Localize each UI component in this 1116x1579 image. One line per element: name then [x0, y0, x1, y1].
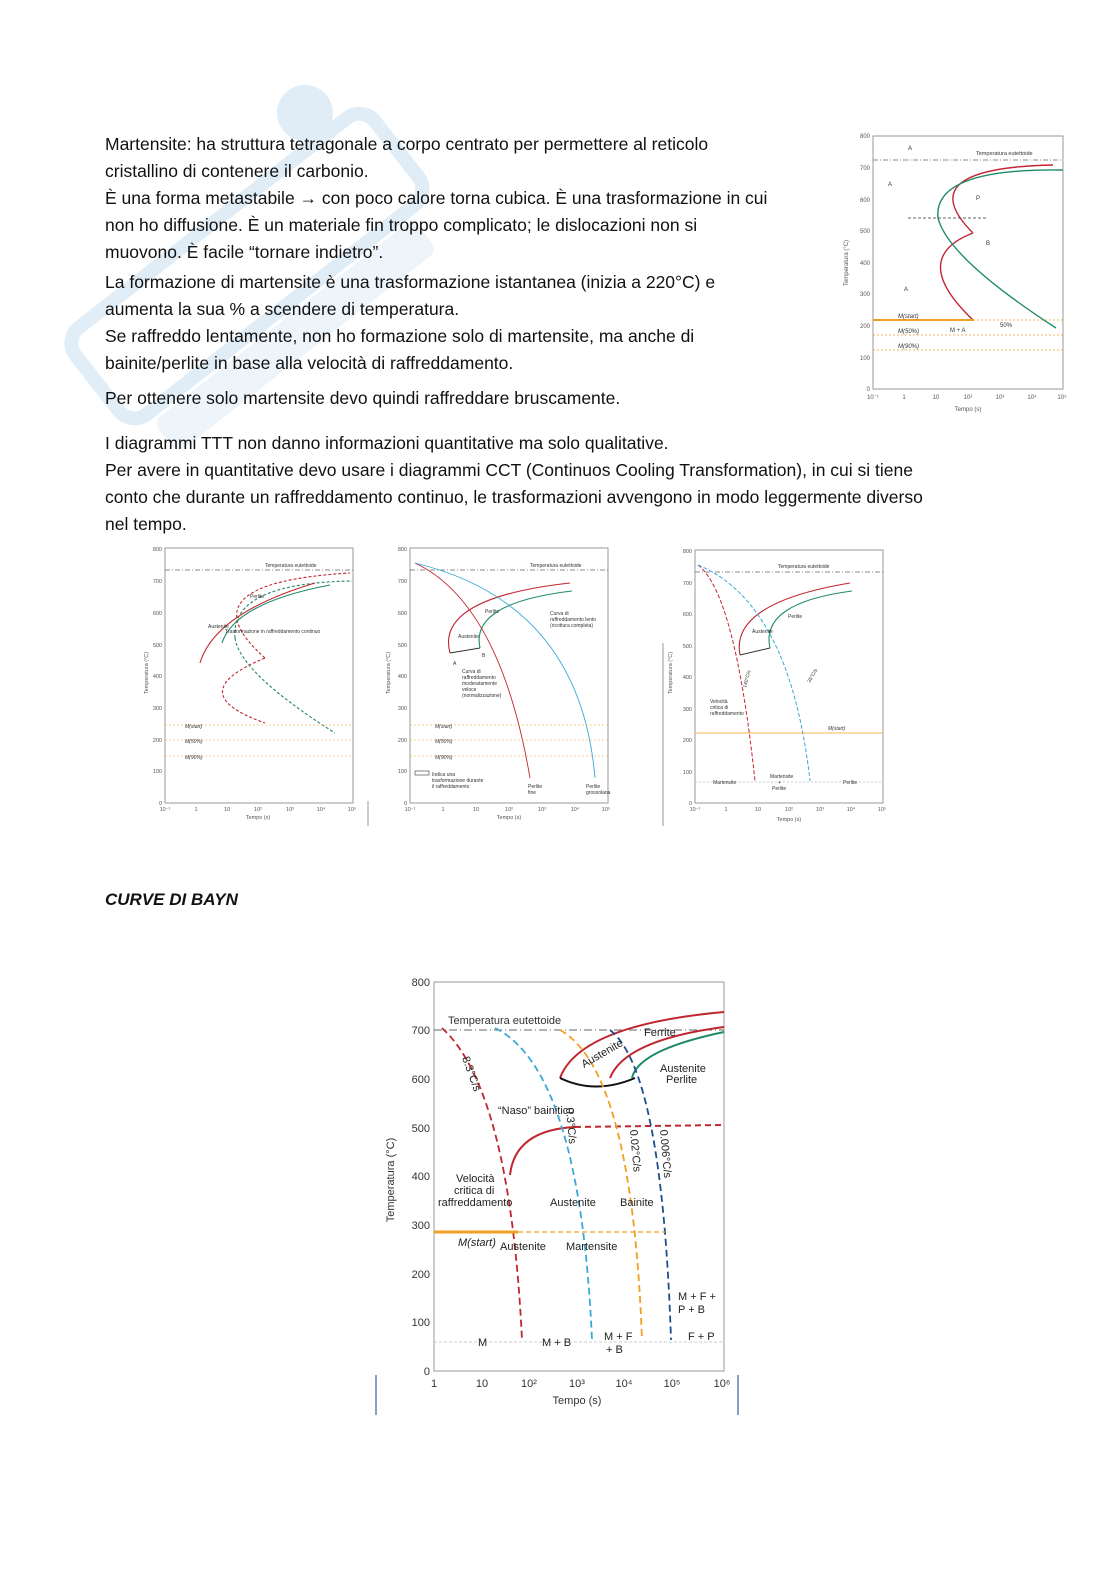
text-line: conto che durante un raffreddamento continuo, le trasformazioni avvengono in modo leggermente diverso — [105, 487, 923, 507]
x-tick: 10² — [505, 807, 513, 813]
x-tick: 10⁴ — [846, 807, 856, 813]
y-tick: 0 — [403, 801, 407, 807]
austenite-label: Austenite — [500, 1241, 546, 1253]
bottom-label: Perlite — [772, 786, 787, 792]
y-tick: 300 — [397, 706, 407, 712]
austenite-label: Austenite — [208, 624, 229, 630]
y-tick: 500 — [397, 643, 407, 649]
y-tick: 800 — [859, 134, 870, 140]
x-tick: 10⁵ — [347, 807, 357, 813]
bainite-label: Bainite — [620, 1197, 654, 1209]
m-start-label: M(start) — [185, 724, 203, 730]
x-ticks — [431, 1378, 730, 1390]
critical-line: raffreddamento — [710, 711, 744, 717]
y-tick: 200 — [411, 1269, 430, 1281]
text-line: Per ottenere solo martensite devo quindi raffreddare bruscamente. — [105, 388, 621, 408]
text-line: Martensite: ha struttura tetragonale a corpo centrato per permettere al reticolo — [105, 134, 709, 154]
austenite-label: Austenite — [660, 1063, 706, 1075]
note-line: raffreddamento — [462, 675, 496, 681]
text-line: cristallino di contenere il carbonio. — [105, 161, 369, 181]
bottom-label: + — [778, 780, 781, 786]
note-line: raffreddamento lento — [550, 617, 597, 623]
rate-label: 0.006°C/s — [657, 1129, 674, 1179]
critical-line: critica di — [710, 705, 729, 711]
transform-label: Trasformazione in raffreddamento continuo — [225, 629, 321, 635]
x-tick: 1 — [441, 807, 445, 813]
formation-paragraph — [105, 269, 715, 377]
x-tick: 10⁴ — [316, 807, 326, 813]
x-tick: 10⁻¹ — [689, 807, 701, 813]
y-tick: 800 — [682, 549, 692, 555]
text-line: non ho diffusione. È un materiale fin troppo complicato; le dislocazioni non si — [105, 215, 698, 235]
y-axis-label: Temperatura (°C) — [386, 651, 392, 695]
y-tick: 400 — [397, 674, 407, 680]
region-label: A — [888, 182, 893, 188]
text-line: muovono. È facile “tornare indietro”. — [105, 242, 384, 262]
y-tick: 100 — [682, 770, 692, 776]
y-tick: 800 — [152, 547, 162, 553]
x-tick: 10⁶ — [713, 1378, 731, 1390]
bainite-nose-label: “Naso” bainitico — [498, 1105, 575, 1117]
x-tick: 10³ — [286, 807, 294, 813]
plot-frame — [695, 550, 883, 803]
perlite-label: Perlite — [250, 594, 265, 600]
y-tick: 100 — [859, 356, 870, 362]
y-tick: 200 — [152, 738, 162, 744]
y-tick: 200 — [397, 738, 407, 744]
m-start-label: M(start) — [435, 724, 453, 730]
bottom-label: M — [478, 1337, 488, 1349]
eutectoid-label: Temperatura eutettoide — [448, 1015, 562, 1027]
y-ticks — [860, 134, 871, 393]
x-tick: 10⁵ — [877, 807, 887, 813]
bottom-label: P + B — [678, 1304, 706, 1316]
x-tick: 10³ — [538, 807, 546, 813]
x-axis-label: Tempo (s) — [245, 815, 271, 821]
x-tick: 10² — [521, 1378, 537, 1390]
point-a: A — [453, 661, 457, 667]
region-label: A — [904, 287, 909, 293]
x-axis-label: Tempo (s) — [954, 407, 982, 413]
x-tick: 10⁴ — [615, 1378, 633, 1390]
y-tick: 400 — [859, 261, 870, 267]
x-tick: 10⁵ — [601, 807, 611, 813]
x-ticks — [160, 806, 357, 813]
y-ticks — [398, 547, 407, 807]
critical-line: critica di — [454, 1185, 495, 1197]
bottom-label: Perlite — [586, 784, 601, 790]
y-axis-label: Temperatura (°C) — [668, 651, 674, 695]
x-axis-label: Tempo (s) — [552, 1395, 602, 1407]
x-tick: 10 — [932, 395, 940, 401]
x-tick: 10² — [254, 807, 262, 813]
y-axis-label: Temperatura (°C) — [144, 651, 150, 695]
x-tick: 10⁻¹ — [867, 395, 879, 401]
x-tick: 10² — [785, 807, 793, 813]
legend-line: il raffreddamento — [432, 784, 470, 790]
bottom-label: M + F + — [678, 1291, 716, 1303]
m50-label: M(50%) — [185, 739, 203, 745]
eutectoid-label: Temperatura eutettoide — [530, 563, 582, 569]
legend-line: trasformazione durante — [432, 778, 484, 784]
y-tick: 500 — [411, 1123, 430, 1135]
y-ticks — [153, 547, 162, 807]
y-tick: 0 — [688, 801, 692, 807]
x-tick: 10⁻¹ — [159, 807, 171, 813]
y-tick: 100 — [397, 769, 407, 775]
m50-label: M(50%) — [898, 329, 920, 335]
x-tick: 1 — [902, 395, 906, 401]
y-axis-label: Temperatura (°C) — [385, 1137, 397, 1223]
bottom-label: + B — [606, 1344, 623, 1356]
m90-label: M(90%) — [898, 344, 920, 350]
x-tick: 10⁻¹ — [404, 807, 416, 813]
x-tick: 10 — [223, 807, 231, 813]
x-tick: 10⁴ — [1027, 395, 1037, 401]
text-line: I diagrammi TTT non danno informazioni quantitative ma solo qualitative. — [105, 433, 669, 453]
ferrite-label: Ferrite — [644, 1027, 676, 1039]
y-tick: 700 — [859, 166, 870, 172]
bottom-label: M + F — [604, 1331, 633, 1343]
note-line: veloce — [462, 687, 477, 693]
rate-label: 0.02°C/s — [627, 1129, 643, 1173]
x-tick: 10⁴ — [570, 807, 580, 813]
bottom-label: M + B — [542, 1337, 572, 1349]
plot-frame — [410, 548, 608, 803]
region-label: A — [908, 146, 913, 152]
text-line: nel tempo. — [105, 514, 187, 534]
y-tick: 200 — [859, 324, 870, 330]
bottom-label: fine — [528, 790, 537, 796]
x-tick: 1 — [724, 807, 728, 813]
x-ticks — [867, 394, 1067, 401]
x-tick: 1 — [430, 1378, 438, 1390]
cct-bayn-diagram — [370, 970, 750, 1420]
region-label: 50% — [1000, 323, 1013, 329]
y-tick: 700 — [152, 579, 162, 585]
note-line: moderatamente — [462, 681, 498, 687]
m90-label: M(90%) — [435, 755, 453, 761]
x-ticks — [690, 806, 887, 813]
x-tick: 10⁵ — [663, 1378, 681, 1390]
y-tick: 600 — [859, 198, 870, 204]
y-tick: 0 — [423, 1366, 430, 1378]
y-tick: 100 — [152, 769, 162, 775]
note-line: (ricottura completa) — [550, 623, 594, 629]
m90-label: M(90%) — [185, 755, 203, 761]
y-tick: 300 — [411, 1220, 430, 1232]
ttt-diagram — [838, 128, 1078, 418]
x-tick: 10³ — [569, 1378, 585, 1390]
y-tick: 800 — [411, 977, 430, 989]
cct-diagram-continuous — [140, 543, 370, 828]
x-tick: 10⁵ — [1057, 395, 1067, 401]
rate-label: 8.3°C/s — [459, 1054, 483, 1094]
y-tick: 500 — [682, 644, 692, 650]
y-tick: 600 — [152, 611, 162, 617]
bottom-label: Martensite — [770, 774, 794, 780]
text-line: bainite/perlite in base alla velocità di raffreddamento. — [105, 353, 514, 373]
cct-critical-rate-diagram — [660, 543, 900, 828]
y-tick: 100 — [411, 1317, 430, 1329]
perlite-label: Perlite — [485, 609, 500, 615]
cct-paragraph — [105, 430, 923, 538]
y-tick: 600 — [682, 612, 692, 618]
region-label: P — [976, 196, 981, 202]
eutectoid-label: Temperatura eutettoide — [778, 564, 830, 570]
perlite-label: Perlite — [666, 1074, 698, 1086]
plot-frame — [873, 136, 1063, 389]
moderate-curve-note: Curva di — [462, 669, 481, 675]
legend-text: Indica una — [432, 772, 456, 778]
x-tick: 10 — [754, 807, 762, 813]
x-ticks — [405, 806, 611, 813]
critical-label: Velocità — [456, 1173, 495, 1185]
text-line: È una forma metastabile → con poco calore torna cubica. È una trasformazione in cui — [105, 188, 768, 208]
austenite-label: Austenite — [550, 1197, 596, 1209]
x-axis-label: Tempo (s) — [496, 815, 522, 821]
slow-curve-note: Curva di — [550, 611, 569, 617]
y-axis-label: Temperatura (°C) — [844, 239, 850, 287]
m-start-label: M(start) — [458, 1237, 496, 1249]
text-line: Se raffreddo lentamente, non ho formazione solo di martensite, ma anche di — [105, 326, 695, 346]
text-line: aumenta la sua % a scendere di temperatura. — [105, 299, 460, 319]
cct-diagram-cooling-curves — [380, 543, 620, 828]
point-b: B — [482, 653, 486, 659]
y-tick: 0 — [158, 801, 162, 807]
austenite-label: Austenite — [458, 634, 479, 640]
rate-label: 140°C/s — [742, 669, 753, 689]
region-label: M + A — [950, 328, 966, 334]
y-tick: 400 — [411, 1171, 430, 1183]
y-tick: 300 — [682, 707, 692, 713]
conclusion-paragraph — [105, 385, 620, 412]
y-tick: 500 — [859, 229, 870, 235]
bottom-label: Perlite — [843, 780, 858, 786]
x-tick: 10 — [472, 807, 480, 813]
m-start-label: M(start) — [898, 314, 919, 320]
intro-paragraph — [105, 131, 767, 266]
eutectoid-label: Temperatura eutettoide — [976, 151, 1033, 157]
y-tick: 400 — [152, 674, 162, 680]
x-axis-label: Tempo (s) — [776, 817, 802, 823]
y-tick: 300 — [152, 706, 162, 712]
m50-label: M(50%) — [435, 739, 453, 745]
y-tick: 400 — [682, 675, 692, 681]
y-tick: 800 — [397, 547, 407, 553]
austenite-label: Austenite — [752, 629, 773, 635]
martensite-label: Martensite — [566, 1241, 618, 1253]
eutectoid-label: Temperatura eutettoide — [265, 563, 317, 569]
y-tick: 300 — [859, 292, 870, 298]
y-tick: 200 — [682, 738, 692, 744]
bottom-label: F + P — [688, 1331, 715, 1343]
critical-label: Velocità — [710, 699, 728, 705]
m-start-label: M(start) — [828, 726, 846, 732]
note-line: (normalizzazione) — [462, 693, 502, 699]
rate-label: 35°C/s — [806, 667, 820, 684]
y-ticks — [412, 977, 430, 1378]
perlite-label: Perlite — [788, 614, 803, 620]
x-tick: 1 — [194, 807, 198, 813]
critical-line: raffreddamento — [438, 1197, 513, 1209]
y-tick: 600 — [411, 1074, 430, 1086]
x-tick: 10² — [963, 395, 973, 401]
y-tick: 0 — [866, 387, 870, 393]
rate-label: 0.3°C/s — [563, 1107, 579, 1145]
y-tick: 600 — [397, 611, 407, 617]
austenite-label: Austenite — [579, 1037, 626, 1071]
y-tick: 700 — [411, 1025, 430, 1037]
text-line: Per avere in quantitative devo usare i diagrammi CCT (Continuos Cooling Transformation), in cui si tiene — [105, 460, 913, 480]
x-tick: 10³ — [816, 807, 824, 813]
section-heading: CURVE DI BAYN — [105, 890, 238, 909]
y-tick: 500 — [152, 643, 162, 649]
bottom-label: grossolana — [586, 790, 611, 796]
y-ticks — [683, 549, 692, 807]
y-tick: 700 — [397, 579, 407, 585]
bottom-label: Martensite — [713, 780, 737, 786]
x-tick: 10³ — [995, 395, 1005, 401]
x-tick: 10 — [475, 1378, 489, 1390]
text-line: La formazione di martensite è una trasformazione istantanea (inizia a 220°C) e — [105, 272, 716, 292]
region-label: B — [986, 241, 991, 247]
bottom-label: Perlite — [528, 784, 543, 790]
y-tick: 700 — [682, 581, 692, 587]
